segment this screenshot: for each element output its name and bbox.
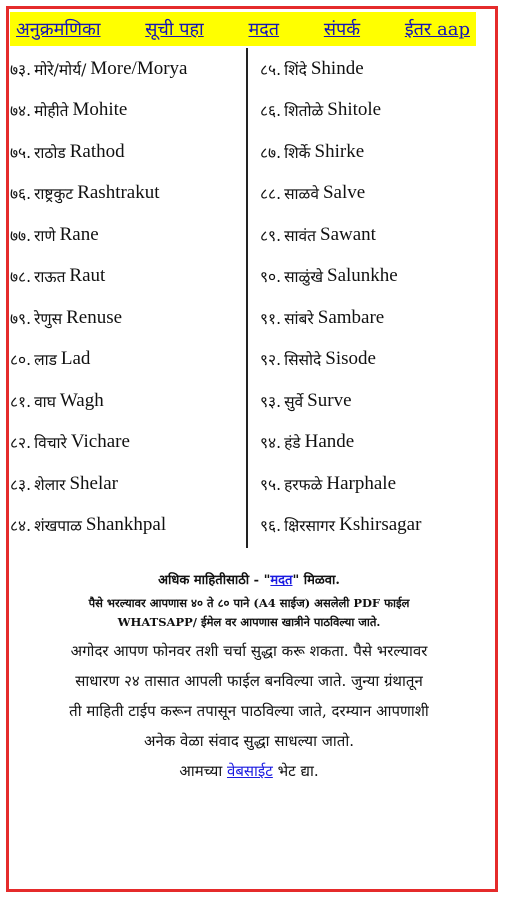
surname-entry <box>10 339 242 381</box>
surname-column-left <box>10 48 242 546</box>
surname-entry <box>10 214 242 256</box>
surname-marathi: सावंत <box>284 226 317 245</box>
surname-list <box>10 48 488 550</box>
surname-latin: Sambare <box>317 306 385 328</box>
menu-list-link[interactable]: सूची पहा <box>145 19 204 40</box>
surname-entry <box>260 339 488 381</box>
entry-number: ८७. <box>260 143 282 162</box>
info-body-line: अगोदर आपण फोनवर तशी चर्चा सुद्धा करू शकता. पैसे भरल्यावर <box>70 642 428 660</box>
surname-marathi: राऊत <box>34 268 66 287</box>
surname-latin: Hande <box>304 431 355 453</box>
surname-entry <box>10 463 242 505</box>
entry-number: ७९. <box>10 309 32 328</box>
entry-number: ८२. <box>10 434 32 453</box>
surname-latin: Harphale <box>326 472 397 494</box>
entry-number: ८८. <box>260 185 282 204</box>
surname-latin: Renuse <box>66 306 123 328</box>
surname-marathi: शेलार <box>34 475 66 494</box>
surname-marathi: शितोळे <box>284 102 324 121</box>
surname-entry <box>10 380 242 422</box>
surname-latin: Wagh <box>59 389 104 411</box>
surname-latin: Kshirsagar <box>339 514 422 536</box>
surname-entry <box>260 505 488 547</box>
info-website-line: आमच्या वेबसाईट भेट द्या. <box>179 762 319 780</box>
entry-number: ७७. <box>10 226 32 245</box>
surname-entry <box>10 256 242 298</box>
surname-marathi: शिर्के <box>284 143 311 162</box>
surname-entry <box>260 297 488 339</box>
surname-latin: Rathod <box>69 140 125 162</box>
surname-entry <box>10 173 242 215</box>
surname-latin: Rane <box>59 223 99 245</box>
surname-latin: Surve <box>307 389 352 411</box>
surname-marathi: राष्ट्रकुट <box>34 185 74 204</box>
surname-marathi: राणे <box>34 226 56 245</box>
surname-entry <box>260 256 488 298</box>
entry-number: ८३. <box>10 475 32 494</box>
surname-marathi: विचारे <box>34 434 67 453</box>
surname-marathi: क्षिरसागर <box>284 517 336 536</box>
entry-number: ९३. <box>260 392 282 411</box>
surname-entry <box>10 48 242 90</box>
entry-number: ८६. <box>260 102 282 121</box>
surname-latin: Sisode <box>325 348 376 370</box>
surname-latin: Raut <box>69 265 106 287</box>
help-link[interactable]: मदत <box>270 573 293 588</box>
info-body-line: ती माहिती टाईप करून तपासून पाठविल्या जाते, दरम्यान आपणाशी <box>69 702 429 720</box>
surname-marathi: साळवे <box>284 185 319 204</box>
surname-marathi: राठोड <box>34 143 66 162</box>
info-heading: अधिक माहितीसाठी - "मदत" मिळवा. <box>158 573 340 588</box>
surname-latin: Shinde <box>310 57 364 79</box>
info-body-line: साधारण २४ तासात आपली फाईल बनविल्या जाते. जुन्या ग्रंथातून <box>75 672 423 690</box>
surname-column-right <box>260 48 488 546</box>
entry-number: ७८. <box>10 268 32 287</box>
surname-marathi: मोरे/मोर्य/ <box>34 60 87 79</box>
entry-number: ९४. <box>260 434 282 453</box>
surname-latin: Rashtrakut <box>77 182 160 204</box>
surname-marathi: साळुंखे <box>284 268 324 287</box>
website-link[interactable]: वेबसाईट <box>226 762 273 780</box>
top-menu <box>10 12 476 46</box>
info-section <box>14 570 484 786</box>
entry-number: ८९. <box>260 226 282 245</box>
entry-number: ८५. <box>260 60 282 79</box>
surname-marathi: रेणुस <box>34 309 63 328</box>
entry-number: ७६. <box>10 185 32 204</box>
surname-latin: Salve <box>322 182 366 204</box>
info-body-line: अनेक वेळा संवाद सुद्धा साधल्या जातो. <box>143 732 355 750</box>
entry-number: ९०. <box>260 268 282 287</box>
surname-latin: Salunkhe <box>327 265 398 287</box>
surname-marathi: वाघ <box>34 392 56 411</box>
menu-help-link[interactable]: मदत <box>248 19 280 40</box>
surname-marathi: सांबरे <box>284 309 314 328</box>
surname-latin: More/Morya <box>90 57 188 79</box>
surname-latin: Shitole <box>327 99 382 121</box>
surname-entry <box>260 173 488 215</box>
surname-entry <box>260 90 488 132</box>
surname-marathi: सुर्वे <box>284 392 304 411</box>
surname-marathi: शंखपाळ <box>34 517 82 536</box>
column-divider <box>246 48 248 548</box>
entry-number: ९६. <box>260 517 282 536</box>
entry-number: ८१. <box>10 392 32 411</box>
surname-marathi: हंडे <box>284 434 301 453</box>
entry-number: ७३. <box>10 60 32 79</box>
surname-entry <box>10 422 242 464</box>
surname-marathi: लाड <box>34 351 57 370</box>
entry-number: ७४. <box>10 102 32 121</box>
surname-latin: Vichare <box>70 431 130 453</box>
entry-number: ९१. <box>260 309 282 328</box>
entry-number: ८४. <box>10 517 32 536</box>
surname-entry <box>10 131 242 173</box>
surname-latin: Lad <box>60 348 91 370</box>
surname-entry <box>260 214 488 256</box>
menu-contact-link[interactable]: संपर्क <box>323 19 361 40</box>
surname-entry <box>10 505 242 547</box>
surname-latin: Shirke <box>314 140 365 162</box>
surname-entry <box>260 380 488 422</box>
info-whatsapp-line: WHATSAPP/ ईमेल वर आपणास खात्रीने पाठविल्या जाते. <box>117 615 381 629</box>
menu-other-apps-link[interactable]: ईतर aap <box>404 19 470 40</box>
surname-latin: Mohite <box>72 99 128 121</box>
surname-entry <box>10 90 242 132</box>
surname-entry <box>260 131 488 173</box>
surname-entry <box>260 422 488 464</box>
surname-latin: Shankhpal <box>85 514 167 536</box>
surname-entry <box>260 48 488 90</box>
surname-marathi: हरफळे <box>284 475 323 494</box>
entry-number: ७५. <box>10 143 32 162</box>
surname-entry <box>10 297 242 339</box>
surname-marathi: मोहीते <box>34 102 69 121</box>
info-body <box>14 636 484 786</box>
surname-latin: Sawant <box>320 223 376 245</box>
surname-marathi: सिसोदे <box>284 351 322 370</box>
surname-marathi: शिंदे <box>284 60 307 79</box>
entry-number: ८०. <box>10 351 32 370</box>
surname-entry <box>260 463 488 505</box>
surname-latin: Shelar <box>69 472 119 494</box>
entry-number: ९५. <box>260 475 282 494</box>
entry-number: ९२. <box>260 351 282 370</box>
menu-index-link[interactable]: अनुक्रमणिका <box>16 19 101 40</box>
info-pdf-line: पैसे भरल्यावर आपणास ४० ते ८० पाने (A4 साईज) असलेली PDF फाईल <box>88 596 410 610</box>
